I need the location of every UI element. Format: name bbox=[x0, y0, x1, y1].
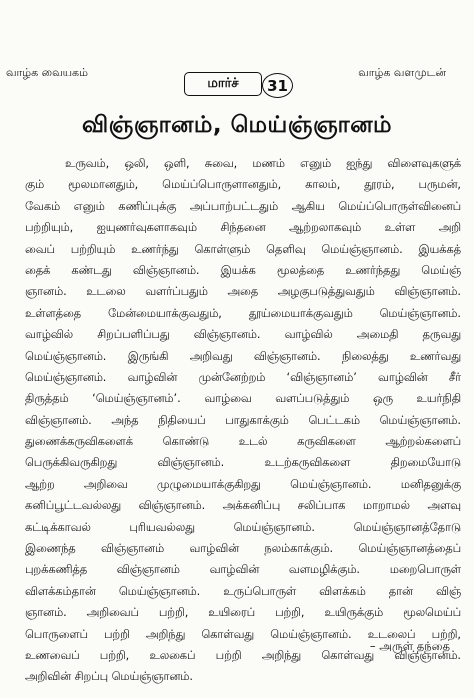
header-left-text: வாழ்க வையகம் bbox=[6, 66, 88, 79]
body-line: வைப் பற்றியும் உணர்ந்து கொள்ளும் தெளிவு மெய்ஞ்ஞானம். இயக்கத் bbox=[25, 242, 461, 256]
body-line: பற்றியும், ஐயுணர்வுகளாகவும் சிந்தனை ஆற்றலாகவும் உள்ள அறி bbox=[25, 221, 461, 235]
body-line: விஞ்ஞானம். அந்த நிதியைப் பாதுகாக்கும் பெட்டகம் மெய்ஞ்ஞானம். bbox=[25, 413, 461, 427]
body-line: மெய்ஞ்ஞானம். வாழ்வின் முன்னேற்றம் ‘விஞ்ஞானம்’ வாழ்வின் சீர் bbox=[25, 370, 461, 384]
body-line: உருவம், ஒலி, ஒளி, சுவை, மணம் எனும் ஐந்து விளைவுகளுக் bbox=[65, 157, 461, 170]
body-line: தைக் கண்டது விஞ்ஞானம். இயக்க மூலத்தை உணர்ந்தது மெய்ஞ் bbox=[25, 263, 461, 277]
month-box bbox=[184, 72, 262, 96]
body-line: கும் மூலமானதும், மெய்ப்பொருளானதும், காலம், தூரம், பருமன், bbox=[25, 178, 461, 192]
body-line: துணைக்கருவிகளைக் கொண்டு உடல் கருவிகளை ஆற்றல்களைப் bbox=[25, 435, 461, 449]
body-line: திருத்தம் ‘மெய்ஞ்ஞானம்’. வாழ்வை வளப்படுத்தும் ஒரு உயர்நிதி bbox=[25, 392, 461, 406]
page-title: விஞ்ஞானம், மெய்ஞ்ஞானம் bbox=[81, 112, 393, 138]
body-line: அறிவின் சிறப்பு மெய்ஞ்ஞானம். bbox=[25, 670, 193, 684]
month-label: மார்ச் bbox=[207, 76, 239, 91]
body-line: விளக்கம்தான் மெய்ஞ்ஞானம். உருப்பொருள் விளக்கம் தான் விஞ் bbox=[25, 584, 461, 598]
body-line: ஞானம். அறிவைப் பற்றி, உயிரைப் பற்றி, உயிருக்கும் மூலமெய்ப் bbox=[25, 606, 461, 620]
body-line: உள்ளத்தை மேன்மையாக்குவதும், தூய்மையாக்குவதும் மெய்ஞ்ஞானம். bbox=[25, 306, 461, 320]
body-line: வாழ்வில் சிறப்பளிப்பது விஞ்ஞானம். வாழ்வில் அமைதி தருவது bbox=[25, 328, 461, 342]
body-line: புறக்கணித்த விஞ்ஞானம் வாழ்வின் வளமழிக்கும். மறைபொருள் bbox=[25, 563, 461, 577]
day-number: 31 bbox=[267, 76, 288, 95]
body-line: ஆற்ற அறிவை முழுமையாக்குகிறது மெய்ஞ்ஞானம். மனிதனுக்கு bbox=[25, 477, 461, 491]
body-line: உணவைப் பற்றி, உலகைப் பற்றி அறிந்து கொள்வது விஞ்ஞானம். bbox=[25, 648, 461, 662]
body-line: ஞானம். உடலை வளர்ப்பதும் அதை அழகுபடுத்துவதும் விஞ்ஞானம். bbox=[25, 285, 461, 299]
body-line: கனிப்பூட்டவல்லது விஞ்ஞானம். அக்கனிப்பு சலிப்பாக மாறாமல் அளவு bbox=[25, 499, 461, 513]
header-right-text: வாழ்க வளமுடன் bbox=[358, 66, 446, 79]
body-line: பொருளைப் பற்றி அறிந்து கொள்வது மெய்ஞ்ஞானம். உடலைப் பற்றி, bbox=[25, 627, 461, 641]
body-line: கட்டிக்காவல் புரியவல்லது மெய்ஞ்ஞானம். மெய்ஞ்ஞானத்தோடு bbox=[25, 520, 461, 534]
body-line: இணைந்த விஞ்ஞானம் வாழ்வின் நலம்காக்கும். மெய்ஞ்ஞானத்தைப் bbox=[25, 542, 461, 556]
day-circle bbox=[262, 73, 293, 98]
body-text bbox=[25, 153, 461, 688]
body-line: பெருக்கிவருகிறது விஞ்ஞானம். உடற்கருவிகளை திறமையோடு bbox=[25, 456, 461, 470]
signature: – அருள் தந்தை bbox=[369, 639, 450, 653]
body-line: வேகம் எனும் கணிப்புக்கு அப்பாற்பட்டதும் ஆகிய மெய்ப்பொருள்வினைப் bbox=[25, 199, 461, 213]
body-line: மெய்ஞ்ஞானம். இருங்கி அறிவது விஞ்ஞானம். நிலைத்து உணர்வது bbox=[25, 349, 461, 363]
